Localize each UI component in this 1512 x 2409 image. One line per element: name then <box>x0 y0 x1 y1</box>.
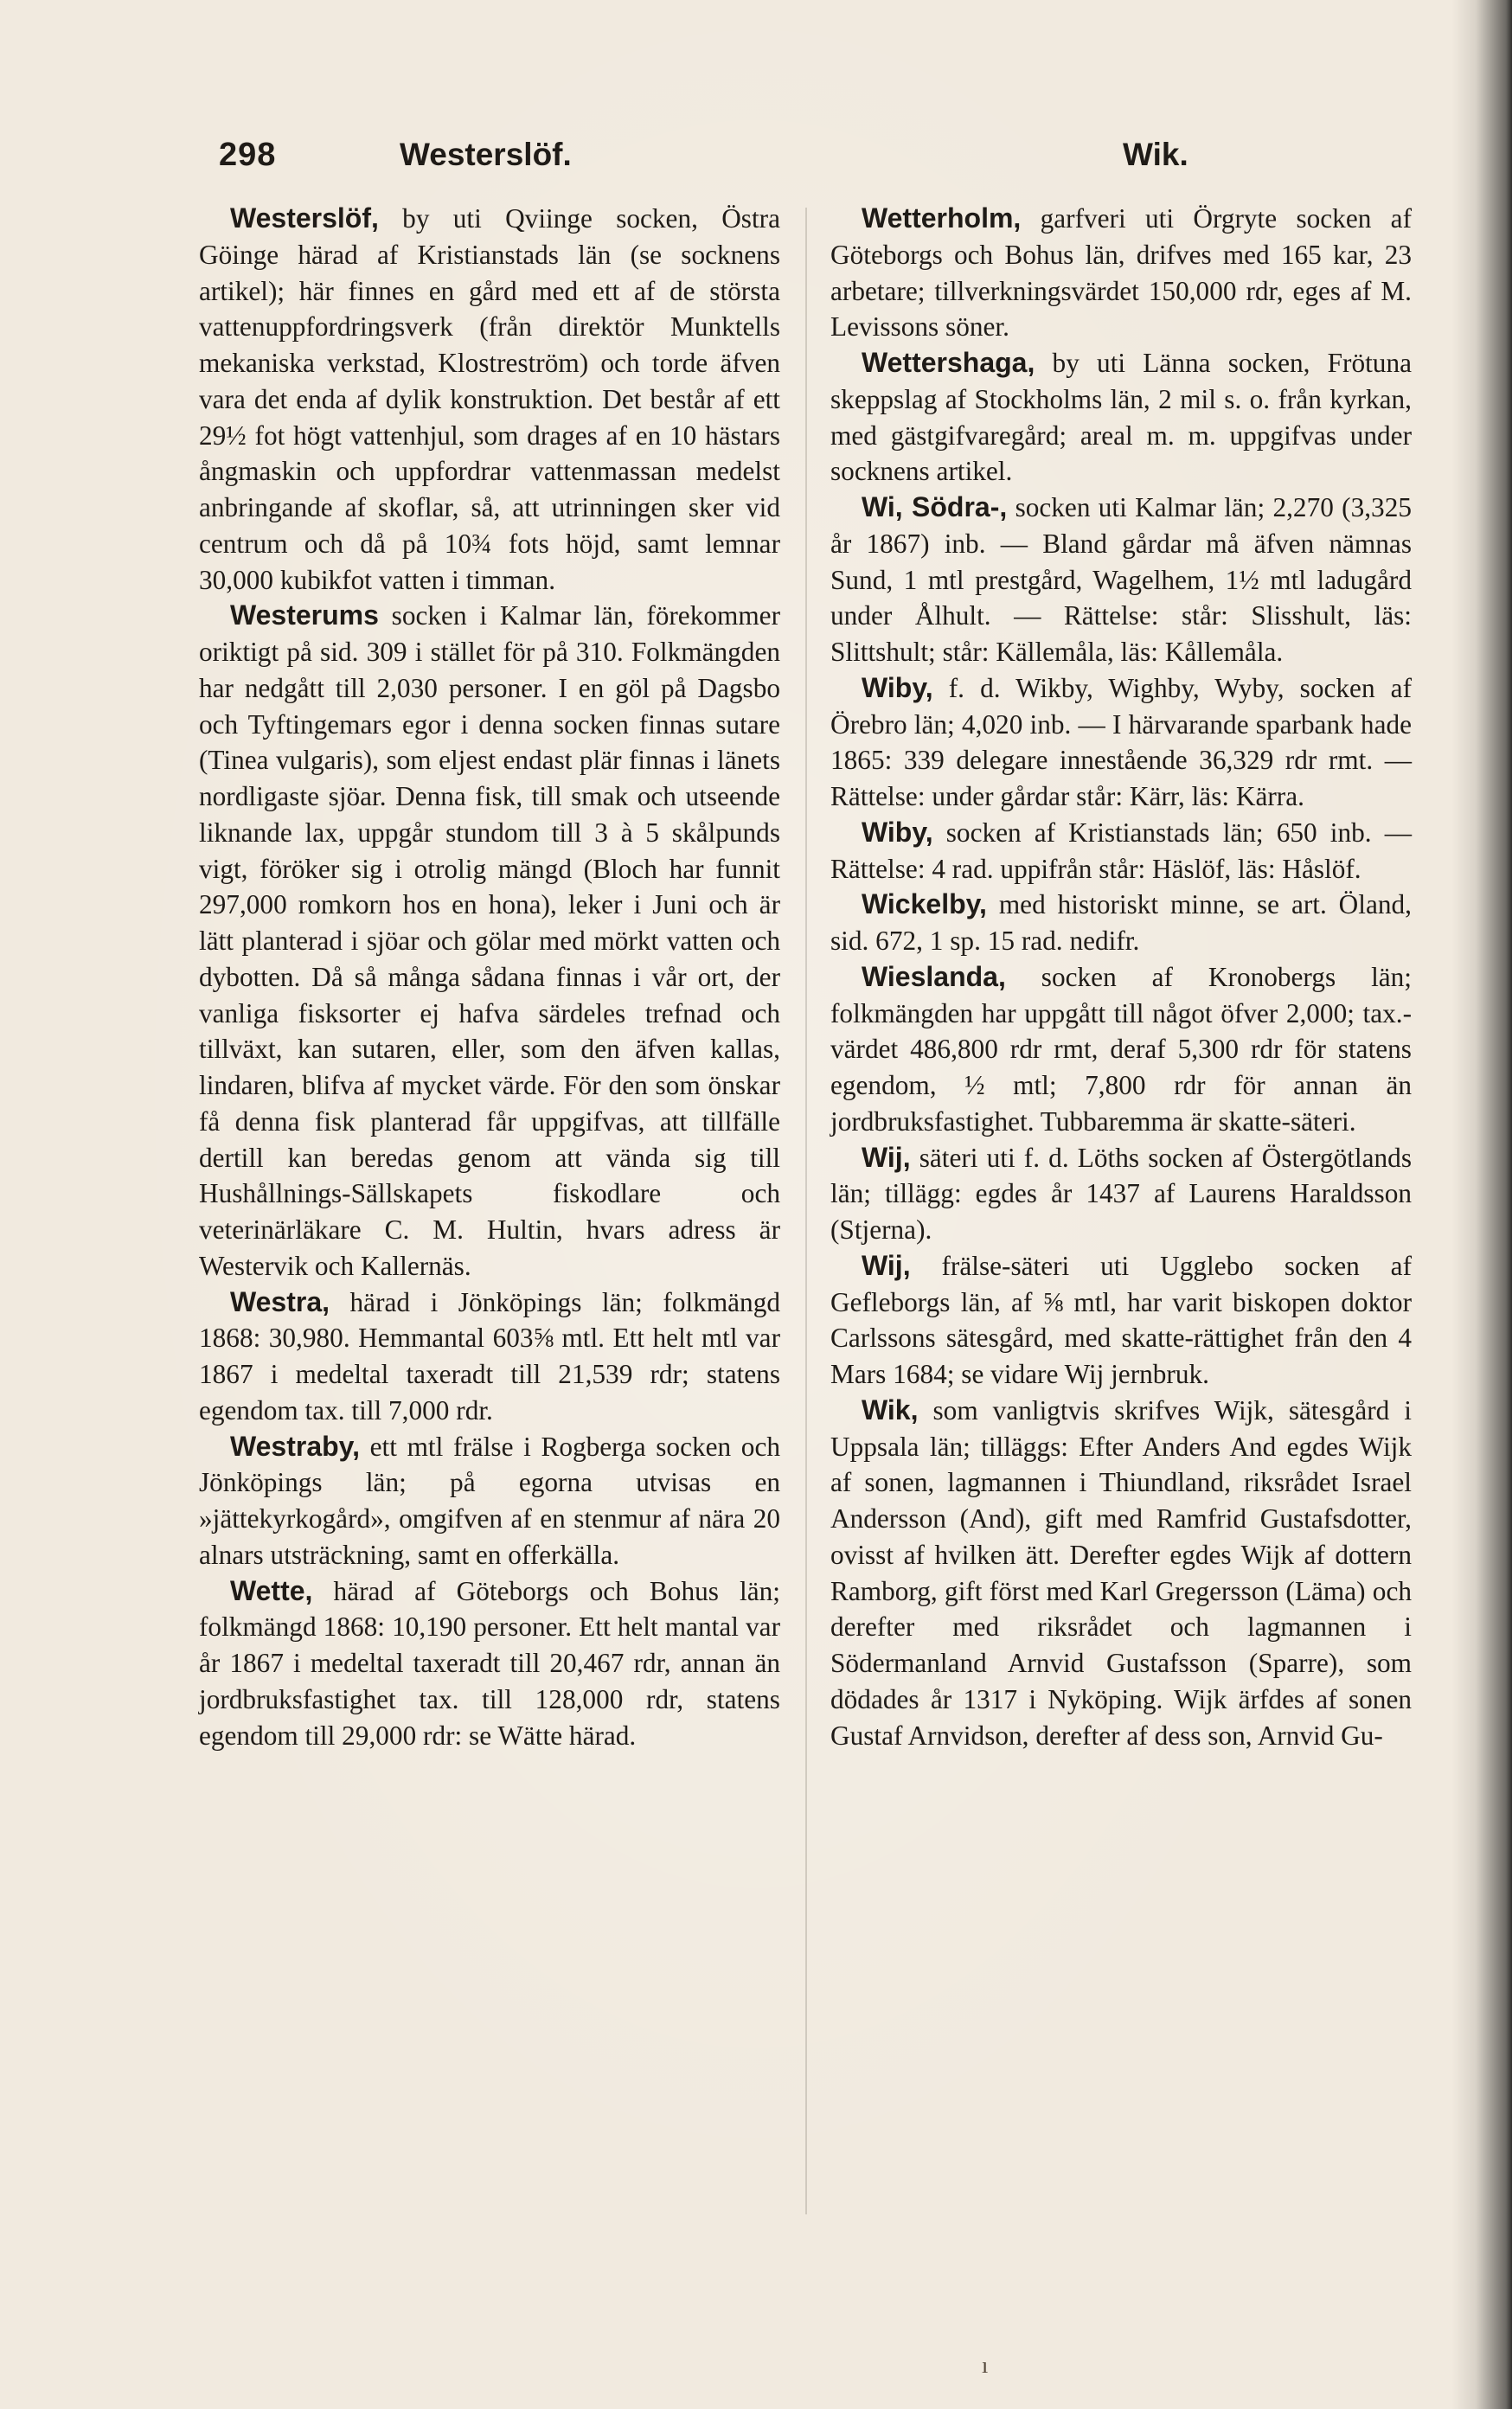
entry-headword: Wiby, <box>861 671 933 703</box>
page-number: 298 <box>219 137 277 173</box>
entry-text: by uti Länna socken, Frötuna skeppslag af Stockholms län, 2 mil s. o. från kyrkan, med gästgifvaregård; areal m. m. uppgifvas under socknens artikel. <box>830 348 1412 487</box>
entry-text: socken af Kristianstads län; 650 inb. — Rättelse: 4 rad. uppifrån står: Häslöf, läs: Håslöf. <box>830 817 1412 884</box>
entry-westerums <box>199 598 780 1284</box>
entry-headword: Wij, <box>861 1249 911 1281</box>
column-divider <box>805 208 807 2214</box>
entry-westerslof <box>199 201 780 598</box>
page-header <box>0 137 1512 189</box>
entry-headword: Wette, <box>229 1574 313 1606</box>
entry-text: socken uti Kalmar län; 2,270 (3,325 år 1867) inb. — Bland gårdar må äfven nämnas Sund, 1 mtl prestgård, Wagelhem, 1½ mtl ladugård under Ålhult. — Rättelse: står: Slisshult, läs: Slittshult; står: Källemåla, läs: Kållemåla. <box>830 492 1412 667</box>
entry-text: härad af Göteborgs och Bohus län; folkmängd 1868: 10,190 personer. Ett helt mantal var år 1867 i medeltal taxeradt till 20,467 rdr, annan än jordbruksfastighet tax. till 128,000 rdr, statens egendom till 29,000 rdr: se Wätte härad. <box>199 1575 780 1751</box>
entry-wiby-kristianstad <box>830 815 1412 887</box>
entry-wickelby <box>830 887 1412 959</box>
entry-headword: Wiby, <box>861 816 933 848</box>
entry-wij-loth <box>830 1140 1412 1248</box>
left-running-head: Westerslöf. <box>400 137 572 172</box>
entry-wettershaga <box>830 345 1412 490</box>
entry-wieslanda <box>830 959 1412 1140</box>
entry-text: f. d. Wikby, Wighby, Wyby, socken af Örebro län; 4,020 inb. — I härvarande sparbank hade 1865: 339 delegare innestående 36,329 rdr rmt. — Rättelse: under gårdar står: Kärr, läs: Kärra. <box>830 672 1412 811</box>
entry-wetterholm <box>830 201 1412 345</box>
page-edge-shadow <box>1451 0 1512 2409</box>
entry-headword: Westra, <box>229 1285 330 1317</box>
entry-text: by uti Qviinge socken, Östra Göinge härad af Kristianstads län (se socknens artikel); här finnes en gård med ett af de största vattenuppfordringsverk (från direktör Munktells mekaniska verkstad, Klostreström) och torde äfven vara det enda af dylik konstruktion. Det består af ett 29½ fot högt vattenhjul, som drages af en 10 hästars ångmaskin och uppfordrar vattenmassan medelst anbringande af skoflar, så, att utrinningen sker vid centrum och då på 10¾ fots höjd, samt lemnar 30,000 kubikfot vatten i timman. <box>199 203 780 595</box>
entry-wij-ugglebo <box>830 1248 1412 1393</box>
entry-headword: Wettershaga, <box>861 347 1035 378</box>
entry-text: garfveri uti Örgryte socken af Göteborgs och Bohus län, drifves med 165 kar, 23 arbetare; tillverkningsvärdet 150,000 rdr, eges af M. Levissons söner. <box>830 203 1412 343</box>
right-running-head: Wik. <box>1123 137 1188 172</box>
entry-headword: Westerslöf, <box>229 202 379 234</box>
footer-mark: ı <box>982 2353 989 2378</box>
right-column <box>830 201 1412 1753</box>
entry-headword: Wickelby, <box>861 888 987 920</box>
entry-headword: Westraby, <box>229 1430 360 1462</box>
entry-westra <box>199 1285 780 1429</box>
entry-wi-sodra <box>830 490 1412 670</box>
entry-headword: Wik, <box>861 1394 919 1426</box>
entry-text: socken af Kronobergs län; folkmängden har uppgått till något öfver 2,000; tax.-värdet 486,800 rdr rmt, deraf 5,300 rdr för statens egendom, ½ mtl; 7,800 rdr för annan än jordbruksfastighet. Tubbaremma är skatte-säteri. <box>830 961 1412 1137</box>
entry-headword: Wetterholm, <box>861 202 1022 234</box>
entry-text: härad i Jönköpings län; folkmängd 1868: 30,980. Hemmantal 603⅝ mtl. Ett helt mtl var 1867 i medeltal taxeradt till 21,539 rdr; statens egendom tax. till 7,000 rdr. <box>199 1286 780 1426</box>
entry-westraby <box>199 1429 780 1573</box>
entry-headword: Westerums <box>229 599 379 631</box>
entry-text: säteri uti f. d. Löths socken af Östergötlands län; tillägg: egdes år 1437 af Laurens Haraldsson (Stjerna). <box>830 1142 1412 1245</box>
entry-headword: Wi, Södra-, <box>861 491 1008 522</box>
entry-headword: Wieslanda, <box>861 960 1006 992</box>
entry-wiby-orebro <box>830 670 1412 815</box>
entry-wette <box>199 1573 780 1754</box>
entry-text: socken i Kalmar län, förekommer oriktigt på sid. 309 i stället för på 310. Folkmängden har nedgått till 2,030 personer. I en göl på Dagsbo och Tyftingemars egor i denna socken finnas sutare (Tinea vulgaris), som eljest endast plär finnas i länets nordligaste sjöar. Denna fisk, till smak och utseende liknande lax, uppgår stundom till 3 à 5 skålpunds vigt, föröker sig i otrolig mängd (Bloch har funnit 297,000 romkorn hos en hona), leker i Juni och är lätt planterad i sjöar och gölar med mörkt vatten och dybotten. Då så många sådana finnas i vår ort, der vanliga fisksorter ej hafva särdeles trefnad och tillväxt, kan sutaren, eller, som den äfven kallas, lindaren, blifva af mycket värde. För den som önskar få denna fisk planterad får uppgifvas, att tillfälle dertill kan beredas genom att vända sig till Hushållnings-Sällskapets fiskodlare och veterinärläkare C. M. Hultin, hvars adress är Westervik och Kallernäs. <box>199 600 780 1281</box>
entry-text: ett mtl frälse i Rogberga socken och Jönköpings län; på egorna utvisas en »jättekyrkogård», omgifven af en stenmur af nära 20 alnars utsträckning, samt en offerkälla. <box>199 1431 780 1570</box>
entry-headword: Wij, <box>861 1141 911 1173</box>
entry-wik <box>830 1393 1412 1754</box>
left-column <box>199 201 780 1753</box>
entry-text: med historiskt minne, se art. Öland, sid. 672, 1 sp. 15 rad. nedifr. <box>830 889 1412 956</box>
entry-text: frälse-säteri uti Ugglebo socken af Gefleborgs län, af ⅝ mtl, har varit biskopen doktor Carlssons sätesgård, med skatte-rättighet från den 4 Mars 1684; se vidare Wij jernbruk. <box>830 1250 1412 1389</box>
entry-text: som vanligtvis skrifves Wijk, sätesgård i Uppsala län; tilläggs: Efter Anders And egdes Wijk af sonen, lagmannen i Thiundland, riksrådet Israel Andersson (And), gift med Ramfrid Gustafsdotter, ovisst af hvilken ätt. Derefter egdes Wijk af dottern Ramborg, gift först med Karl Gregersson (Läma) och derefter med riksrådet och lagmannen i Södermanland Arnvid Gustafsson (Sparre), som dödades år 1317 i Nyköping. Wijk ärfdes af sonen Gustaf Arnvidson, derefter af dess son, Arnvid Gu- <box>830 1394 1412 1751</box>
